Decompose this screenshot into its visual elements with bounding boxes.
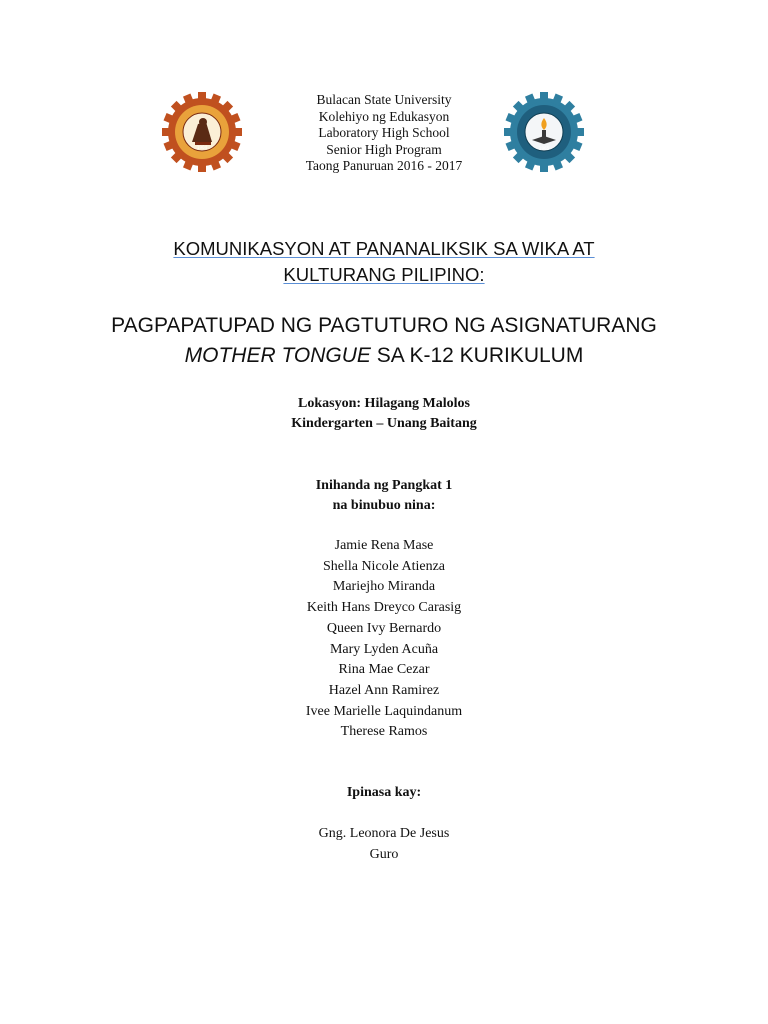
member-item: Mariejho Miranda [332, 579, 436, 595]
study-title-line2: SA K-12 KURIKULUM [370, 344, 584, 367]
college-name: Kolehiyo ng Edukasyon [318, 108, 450, 124]
prepared-by-block [184, 476, 584, 516]
member-item: Ivee Marielle Laquindanum [305, 703, 463, 719]
study-title-line1: PAGPAPATUPAD NG PAGTUTURO NG ASIGNATURANG [111, 314, 657, 337]
member-item: Hazel Ann Ramirez [328, 682, 440, 698]
submitted-to-label [184, 783, 584, 803]
course-title [84, 236, 684, 288]
member-item: Jamie Rena Mase [334, 538, 434, 553]
location-block [184, 394, 584, 434]
member-item: Shella Nicole Atienza [322, 558, 446, 574]
course-title-line2: KULTURANG PILIPINO: [283, 264, 485, 285]
college-of-education-logo [504, 92, 584, 172]
school-year: Taong Panuruan 2016 - 2017 [305, 158, 463, 174]
prepared-by-line1: Inihanda ng Pangkat 1 [315, 478, 453, 493]
coe-logo-year: 1965 [538, 146, 550, 151]
program-name: Senior High Program [326, 141, 442, 157]
member-item: Rina Mae Cezar [338, 662, 430, 678]
member-item: Keith Hans Dreyco Carasig [306, 600, 462, 616]
letterhead [234, 92, 534, 175]
study-title-italic: MOTHER TONGUE [184, 344, 371, 367]
bulsu-logo-year: 1904 [196, 145, 208, 150]
member-item: Queen Ivy Bernardo [326, 620, 442, 636]
teacher-role: Guro [369, 846, 399, 862]
member-list [184, 536, 584, 743]
teacher-block [184, 824, 584, 865]
member-item: Therese Ramos [340, 724, 428, 740]
teacher-name: Gng. Leonora De Jesus [318, 826, 450, 841]
study-title [40, 311, 728, 371]
course-title-line1: KOMUNIKASYON AT PANANALIKSIK SA WIKA AT [173, 238, 595, 259]
university-name: Bulacan State University [316, 92, 452, 107]
bulsu-logo [162, 92, 242, 172]
school-name: Laboratory High School [318, 125, 450, 141]
prepared-by-line2: na binubuo nina: [332, 498, 436, 513]
location-label: Lokasyon: Hilagang Malolos [298, 396, 470, 411]
submitted-to-text: Ipinasa kay: [346, 785, 422, 800]
member-item: Mary Lyden Acuña [329, 641, 439, 657]
grade-level: Kindergarten – Unang Baitang [291, 416, 477, 431]
